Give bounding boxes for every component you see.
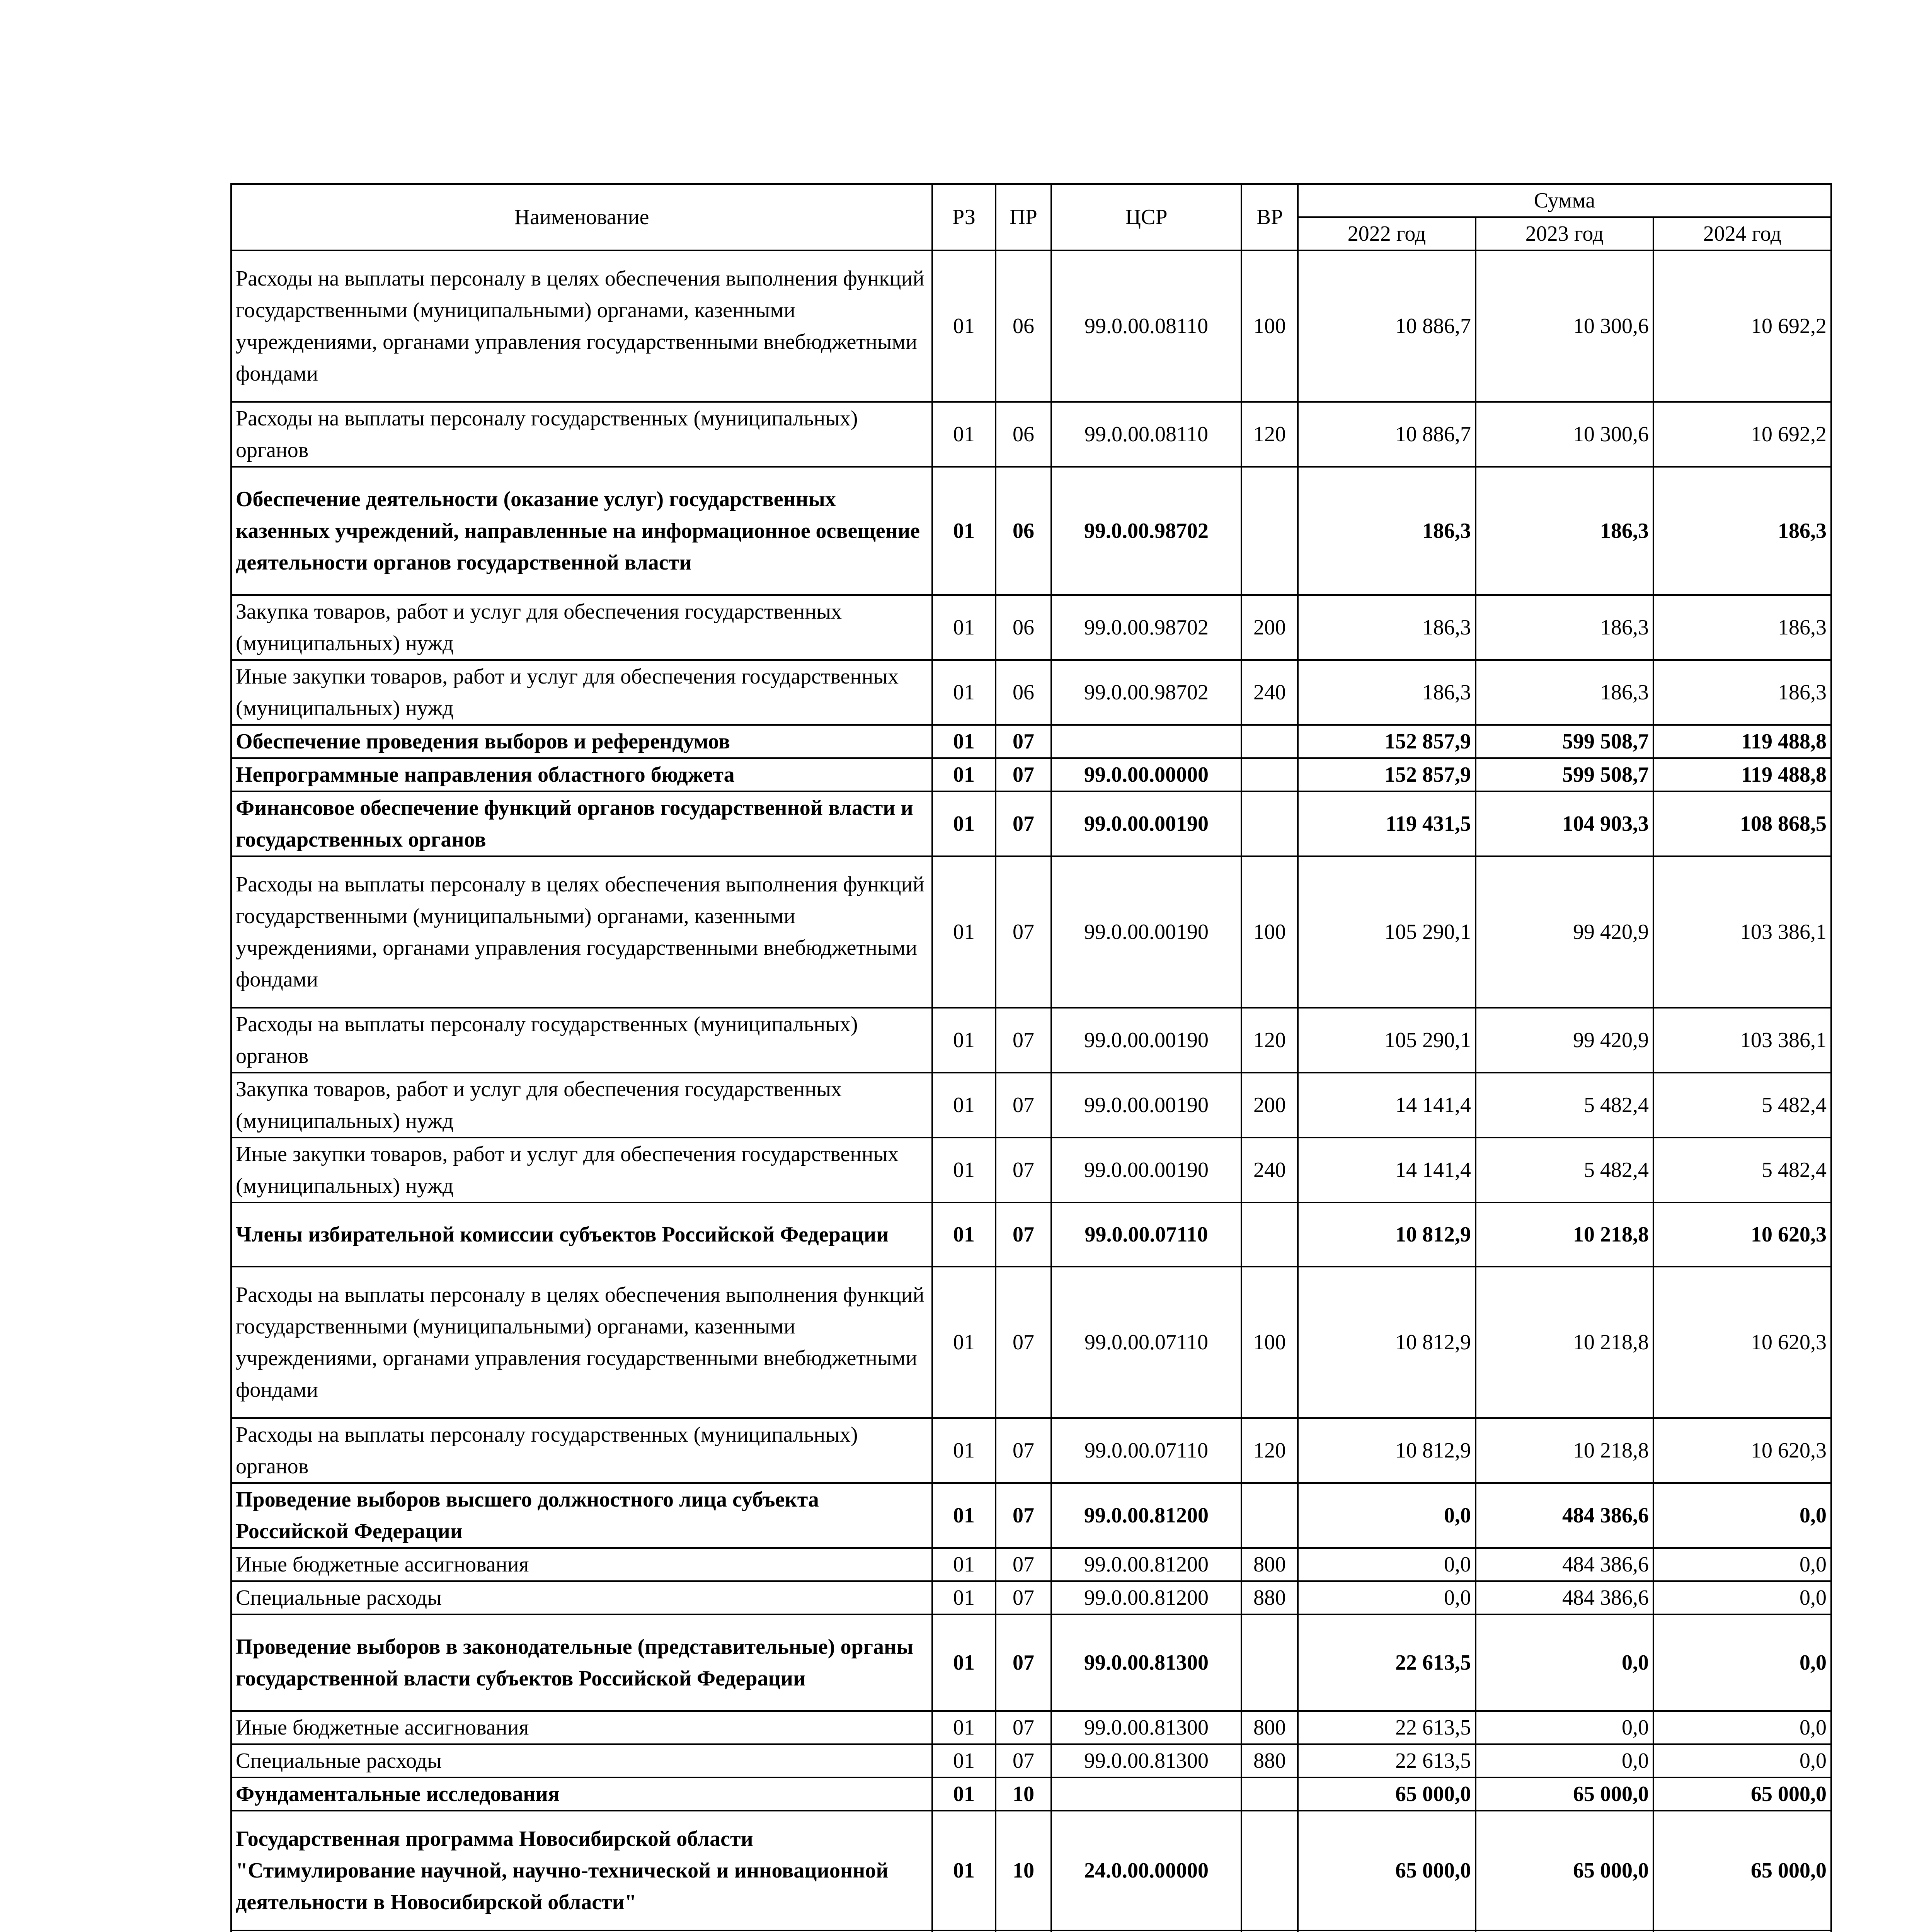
table-row bbox=[231, 402, 1831, 467]
row-pr: 07 bbox=[996, 1548, 1051, 1581]
header-sum: Сумма bbox=[1298, 184, 1831, 217]
row-csr bbox=[1051, 1777, 1241, 1811]
row-amount-2024: 5 482,4 bbox=[1653, 1073, 1831, 1138]
row-vr bbox=[1241, 467, 1298, 595]
row-vr: 200 bbox=[1241, 1073, 1298, 1138]
table-row bbox=[231, 660, 1831, 725]
row-name: Закупка товаров, работ и услуг для обеспечения государственных (муниципальных) нужд bbox=[231, 595, 932, 660]
row-csr: 99.0.00.07110 bbox=[1051, 1267, 1241, 1418]
row-amount-2023: 65 000,0 bbox=[1476, 1811, 1653, 1930]
row-rz: 01 bbox=[932, 856, 996, 1008]
row-amount-2023: 5 482,4 bbox=[1476, 1073, 1653, 1138]
row-name: Расходы на выплаты персоналу государственных (муниципальных) органов bbox=[231, 1418, 932, 1483]
row-amount-2023: 599 508,7 bbox=[1476, 725, 1653, 758]
row-csr: 99.0.00.81300 bbox=[1051, 1614, 1241, 1711]
header-year-2024: 2024 год bbox=[1653, 217, 1831, 250]
row-rz: 01 bbox=[932, 1138, 996, 1202]
row-pr: 07 bbox=[996, 725, 1051, 758]
row-amount-2022: 0,0 bbox=[1298, 1548, 1476, 1581]
row-name: Расходы на выплаты персоналу государственных (муниципальных) органов bbox=[231, 1008, 932, 1073]
row-amount-2023: 99 420,9 bbox=[1476, 856, 1653, 1008]
header-rz: РЗ bbox=[932, 184, 996, 250]
row-vr bbox=[1241, 791, 1298, 856]
row-amount-2024: 103 386,1 bbox=[1653, 1008, 1831, 1073]
row-amount-2024: 186,3 bbox=[1653, 595, 1831, 660]
row-amount-2022: 65 000,0 bbox=[1298, 1811, 1476, 1930]
row-amount-2022: 10 812,9 bbox=[1298, 1418, 1476, 1483]
row-amount-2024: 65 000,0 bbox=[1653, 1777, 1831, 1811]
row-amount-2024: 0,0 bbox=[1653, 1548, 1831, 1581]
row-name: Иные закупки товаров, работ и услуг для обеспечения государственных (муниципальных) нужд bbox=[231, 1138, 932, 1202]
table-row bbox=[231, 1073, 1831, 1138]
row-rz: 01 bbox=[932, 1202, 996, 1267]
row-rz: 01 bbox=[932, 250, 996, 402]
row-rz: 01 bbox=[932, 1483, 996, 1548]
table-row bbox=[231, 1811, 1831, 1930]
row-amount-2023: 0,0 bbox=[1476, 1614, 1653, 1711]
row-name: Расходы на выплаты персоналу в целях обеспечения выполнения функций государственными (муниципальными) органами, казенными учреждениями, органами управления государственными внебюджетными фондами bbox=[231, 250, 932, 402]
table-row bbox=[231, 758, 1831, 791]
row-amount-2024: 103 386,1 bbox=[1653, 856, 1831, 1008]
budget-table bbox=[230, 183, 1832, 1932]
row-vr: 800 bbox=[1241, 1548, 1298, 1581]
row-amount-2023: 10 218,8 bbox=[1476, 1418, 1653, 1483]
table-row bbox=[231, 1483, 1831, 1548]
row-csr: 99.0.00.07110 bbox=[1051, 1202, 1241, 1267]
row-rz: 01 bbox=[932, 1614, 996, 1711]
row-amount-2023: 484 386,6 bbox=[1476, 1483, 1653, 1548]
row-amount-2022: 10 886,7 bbox=[1298, 250, 1476, 402]
row-rz: 01 bbox=[932, 595, 996, 660]
row-amount-2023: 484 386,6 bbox=[1476, 1548, 1653, 1581]
row-pr: 07 bbox=[996, 1202, 1051, 1267]
table-row bbox=[231, 1267, 1831, 1418]
row-name: Обеспечение деятельности (оказание услуг) государственных казенных учреждений, направленные на информационное освещение деятельности органов государственной власти bbox=[231, 467, 932, 595]
row-name: Проведение выборов высшего должностного лица субъекта Российской Федерации bbox=[231, 1483, 932, 1548]
row-rz: 01 bbox=[932, 1073, 996, 1138]
table-header bbox=[231, 184, 1831, 250]
row-pr: 06 bbox=[996, 250, 1051, 402]
row-csr: 99.0.00.98702 bbox=[1051, 467, 1241, 595]
table-row bbox=[231, 1711, 1831, 1744]
row-amount-2022: 186,3 bbox=[1298, 467, 1476, 595]
row-amount-2022: 105 290,1 bbox=[1298, 1008, 1476, 1073]
table-row bbox=[231, 1744, 1831, 1777]
row-vr: 800 bbox=[1241, 1711, 1298, 1744]
row-amount-2022: 0,0 bbox=[1298, 1581, 1476, 1614]
table-row bbox=[231, 856, 1831, 1008]
header-pr: ПР bbox=[996, 184, 1051, 250]
row-pr: 07 bbox=[996, 791, 1051, 856]
row-amount-2022 bbox=[1298, 1930, 1476, 1932]
row-amount-2022: 152 857,9 bbox=[1298, 758, 1476, 791]
row-name: Иные бюджетные ассигнования bbox=[231, 1711, 932, 1744]
row-amount-2022: 152 857,9 bbox=[1298, 725, 1476, 758]
row-vr: 880 bbox=[1241, 1581, 1298, 1614]
table-body bbox=[231, 250, 1831, 1932]
row-amount-2023: 0,0 bbox=[1476, 1744, 1653, 1777]
header-name: Наименование bbox=[231, 184, 932, 250]
row-amount-2023: 186,3 bbox=[1476, 595, 1653, 660]
row-name: Государственная программа Новосибирской области "Стимулирование научной, научно-технической и инновационной деятельности в Новосибирской области" bbox=[231, 1811, 932, 1930]
row-vr bbox=[1241, 1811, 1298, 1930]
row-amount-2023: 186,3 bbox=[1476, 467, 1653, 595]
row-amount-2022: 105 290,1 bbox=[1298, 856, 1476, 1008]
row-name: Специальные расходы bbox=[231, 1581, 932, 1614]
row-name: Расходы на выплаты персоналу в целях обеспечения выполнения функций государственными (муниципальными) органами, казенными учреждениями, органами управления государственными внебюджетными фондами bbox=[231, 856, 932, 1008]
row-amount-2024: 108 868,5 bbox=[1653, 791, 1831, 856]
row-name: Расходы на выплаты персоналу в целях обеспечения выполнения функций государственными (муниципальными) органами, казенными учреждениями, органами управления государственными внебюджетными фондами bbox=[231, 1267, 932, 1418]
row-pr: 07 bbox=[996, 1744, 1051, 1777]
row-rz: 01 bbox=[932, 467, 996, 595]
row-csr: 99.0.00.00190 bbox=[1051, 791, 1241, 856]
row-amount-2023: 10 218,8 bbox=[1476, 1202, 1653, 1267]
row-amount-2024: 0,0 bbox=[1653, 1614, 1831, 1711]
row-amount-2023: 186,3 bbox=[1476, 660, 1653, 725]
table-row bbox=[231, 1202, 1831, 1267]
row-amount-2023 bbox=[1476, 1930, 1653, 1932]
header-year-2022: 2022 год bbox=[1298, 217, 1476, 250]
table-row bbox=[231, 467, 1831, 595]
table-row bbox=[231, 725, 1831, 758]
row-rz: 01 bbox=[932, 791, 996, 856]
table-row bbox=[231, 595, 1831, 660]
header-year-2023: 2023 год bbox=[1476, 217, 1653, 250]
row-amount-2022: 14 141,4 bbox=[1298, 1073, 1476, 1138]
row-pr: 07 bbox=[996, 758, 1051, 791]
row-amount-2022: 186,3 bbox=[1298, 660, 1476, 725]
header-vr: ВР bbox=[1241, 184, 1298, 250]
row-csr: 99.0.00.81300 bbox=[1051, 1744, 1241, 1777]
row-csr: 99.0.00.00000 bbox=[1051, 758, 1241, 791]
row-amount-2024: 10 620,3 bbox=[1653, 1418, 1831, 1483]
row-name: Фундаментальные исследования bbox=[231, 1777, 932, 1811]
row-csr: 99.0.00.00190 bbox=[1051, 1008, 1241, 1073]
row-csr: 99.0.00.81200 bbox=[1051, 1581, 1241, 1614]
row-pr: 07 bbox=[996, 856, 1051, 1008]
row-name bbox=[231, 1930, 932, 1932]
row-amount-2022: 22 613,5 bbox=[1298, 1711, 1476, 1744]
row-rz: 01 bbox=[932, 758, 996, 791]
row-name: Закупка товаров, работ и услуг для обеспечения государственных (муниципальных) нужд bbox=[231, 1073, 932, 1138]
row-amount-2024: 10 620,3 bbox=[1653, 1202, 1831, 1267]
row-name: Иные закупки товаров, работ и услуг для обеспечения государственных (муниципальных) нужд bbox=[231, 660, 932, 725]
row-amount-2023: 104 903,3 bbox=[1476, 791, 1653, 856]
row-pr: 07 bbox=[996, 1614, 1051, 1711]
row-csr bbox=[1051, 725, 1241, 758]
row-rz: 01 bbox=[932, 660, 996, 725]
row-amount-2022: 10 886,7 bbox=[1298, 402, 1476, 467]
row-amount-2023: 5 482,4 bbox=[1476, 1138, 1653, 1202]
row-pr: 07 bbox=[996, 1711, 1051, 1744]
row-vr: 120 bbox=[1241, 1418, 1298, 1483]
row-amount-2022: 10 812,9 bbox=[1298, 1202, 1476, 1267]
table-row bbox=[231, 1614, 1831, 1711]
row-name: Специальные расходы bbox=[231, 1744, 932, 1777]
row-rz bbox=[932, 1930, 996, 1932]
row-vr bbox=[1241, 725, 1298, 758]
row-csr: 99.0.00.00190 bbox=[1051, 1073, 1241, 1138]
row-rz: 01 bbox=[932, 725, 996, 758]
row-amount-2024: 65 000,0 bbox=[1653, 1811, 1831, 1930]
row-vr bbox=[1241, 1930, 1298, 1932]
row-pr: 10 bbox=[996, 1777, 1051, 1811]
table-row bbox=[231, 250, 1831, 402]
row-csr: 24.0.00.00000 bbox=[1051, 1811, 1241, 1930]
row-pr: 06 bbox=[996, 402, 1051, 467]
row-vr: 240 bbox=[1241, 1138, 1298, 1202]
row-pr: 07 bbox=[996, 1267, 1051, 1418]
row-name: Непрограммные направления областного бюджета bbox=[231, 758, 932, 791]
row-amount-2023: 65 000,0 bbox=[1476, 1777, 1653, 1811]
row-amount-2023: 484 386,6 bbox=[1476, 1581, 1653, 1614]
row-amount-2022: 0,0 bbox=[1298, 1483, 1476, 1548]
row-name: Иные бюджетные ассигнования bbox=[231, 1548, 932, 1581]
table-row bbox=[231, 1777, 1831, 1811]
row-pr bbox=[996, 1930, 1051, 1932]
row-amount-2024: 119 488,8 bbox=[1653, 725, 1831, 758]
row-amount-2024: 10 692,2 bbox=[1653, 250, 1831, 402]
row-rz: 01 bbox=[932, 1744, 996, 1777]
row-amount-2024: 186,3 bbox=[1653, 467, 1831, 595]
row-amount-2024: 10 620,3 bbox=[1653, 1267, 1831, 1418]
row-vr: 100 bbox=[1241, 1267, 1298, 1418]
row-pr: 07 bbox=[996, 1581, 1051, 1614]
table-row bbox=[231, 1581, 1831, 1614]
row-rz: 01 bbox=[932, 1418, 996, 1483]
row-amount-2023: 99 420,9 bbox=[1476, 1008, 1653, 1073]
row-rz: 01 bbox=[932, 1581, 996, 1614]
row-pr: 06 bbox=[996, 660, 1051, 725]
row-pr: 06 bbox=[996, 595, 1051, 660]
row-amount-2024: 0,0 bbox=[1653, 1581, 1831, 1614]
row-amount-2023: 10 300,6 bbox=[1476, 250, 1653, 402]
row-amount-2022: 14 141,4 bbox=[1298, 1138, 1476, 1202]
row-amount-2022: 65 000,0 bbox=[1298, 1777, 1476, 1811]
row-vr: 200 bbox=[1241, 595, 1298, 660]
row-amount-2022: 186,3 bbox=[1298, 595, 1476, 660]
row-amount-2022: 22 613,5 bbox=[1298, 1744, 1476, 1777]
row-csr: 99.0.00.00190 bbox=[1051, 1138, 1241, 1202]
row-name: Финансовое обеспечение функций органов государственной власти и государственных органов bbox=[231, 791, 932, 856]
row-rz: 01 bbox=[932, 402, 996, 467]
row-csr: 99.0.00.81200 bbox=[1051, 1548, 1241, 1581]
row-amount-2022: 22 613,5 bbox=[1298, 1614, 1476, 1711]
row-amount-2024: 10 692,2 bbox=[1653, 402, 1831, 467]
row-vr bbox=[1241, 1614, 1298, 1711]
row-vr bbox=[1241, 1777, 1298, 1811]
row-rz: 01 bbox=[932, 1267, 996, 1418]
header-csr: ЦСР bbox=[1051, 184, 1241, 250]
row-pr: 07 bbox=[996, 1138, 1051, 1202]
row-pr: 07 bbox=[996, 1483, 1051, 1548]
row-csr: 99.0.00.98702 bbox=[1051, 595, 1241, 660]
row-amount-2023: 599 508,7 bbox=[1476, 758, 1653, 791]
table-row bbox=[231, 791, 1831, 856]
row-amount-2024: 119 488,8 bbox=[1653, 758, 1831, 791]
row-csr: 99.0.00.07110 bbox=[1051, 1418, 1241, 1483]
row-pr: 07 bbox=[996, 1418, 1051, 1483]
row-amount-2024: 186,3 bbox=[1653, 660, 1831, 725]
row-csr: 99.0.00.08110 bbox=[1051, 402, 1241, 467]
row-rz: 01 bbox=[932, 1711, 996, 1744]
row-vr: 240 bbox=[1241, 660, 1298, 725]
row-amount-2023: 10 218,8 bbox=[1476, 1267, 1653, 1418]
row-amount-2024 bbox=[1653, 1930, 1831, 1932]
table-row bbox=[231, 1548, 1831, 1581]
row-name: Члены избирательной комиссии субъектов Российской Федерации bbox=[231, 1202, 932, 1267]
row-amount-2024: 5 482,4 bbox=[1653, 1138, 1831, 1202]
row-vr bbox=[1241, 1202, 1298, 1267]
row-amount-2022: 119 431,5 bbox=[1298, 791, 1476, 856]
row-vr: 120 bbox=[1241, 1008, 1298, 1073]
row-amount-2023: 10 300,6 bbox=[1476, 402, 1653, 467]
row-vr: 880 bbox=[1241, 1744, 1298, 1777]
row-rz: 01 bbox=[932, 1811, 996, 1930]
row-pr: 10 bbox=[996, 1811, 1051, 1930]
row-vr bbox=[1241, 758, 1298, 791]
row-csr: 99.0.00.00190 bbox=[1051, 856, 1241, 1008]
row-csr: 99.0.00.81300 bbox=[1051, 1711, 1241, 1744]
row-rz: 01 bbox=[932, 1008, 996, 1073]
row-rz: 01 bbox=[932, 1777, 996, 1811]
row-vr: 120 bbox=[1241, 402, 1298, 467]
row-amount-2024: 0,0 bbox=[1653, 1711, 1831, 1744]
row-pr: 07 bbox=[996, 1008, 1051, 1073]
row-pr: 06 bbox=[996, 467, 1051, 595]
row-amount-2024: 0,0 bbox=[1653, 1744, 1831, 1777]
table-row bbox=[231, 1418, 1831, 1483]
row-csr bbox=[1051, 1930, 1241, 1932]
table-row bbox=[231, 1138, 1831, 1202]
row-vr: 100 bbox=[1241, 250, 1298, 402]
row-csr: 99.0.00.98702 bbox=[1051, 660, 1241, 725]
row-csr: 99.0.00.81200 bbox=[1051, 1483, 1241, 1548]
table-row bbox=[231, 1930, 1831, 1932]
row-amount-2022: 10 812,9 bbox=[1298, 1267, 1476, 1418]
row-pr: 07 bbox=[996, 1073, 1051, 1138]
table-row bbox=[231, 1008, 1831, 1073]
row-name: Расходы на выплаты персоналу государственных (муниципальных) органов bbox=[231, 402, 932, 467]
row-name: Обеспечение проведения выборов и референдумов bbox=[231, 725, 932, 758]
row-vr: 100 bbox=[1241, 856, 1298, 1008]
row-rz: 01 bbox=[932, 1548, 996, 1581]
row-amount-2023: 0,0 bbox=[1476, 1711, 1653, 1744]
row-csr: 99.0.00.08110 bbox=[1051, 250, 1241, 402]
row-amount-2024: 0,0 bbox=[1653, 1483, 1831, 1548]
row-vr bbox=[1241, 1483, 1298, 1548]
row-name: Проведение выборов в законодательные (представительные) органы государственной власти субъектов Российской Федерации bbox=[231, 1614, 932, 1711]
